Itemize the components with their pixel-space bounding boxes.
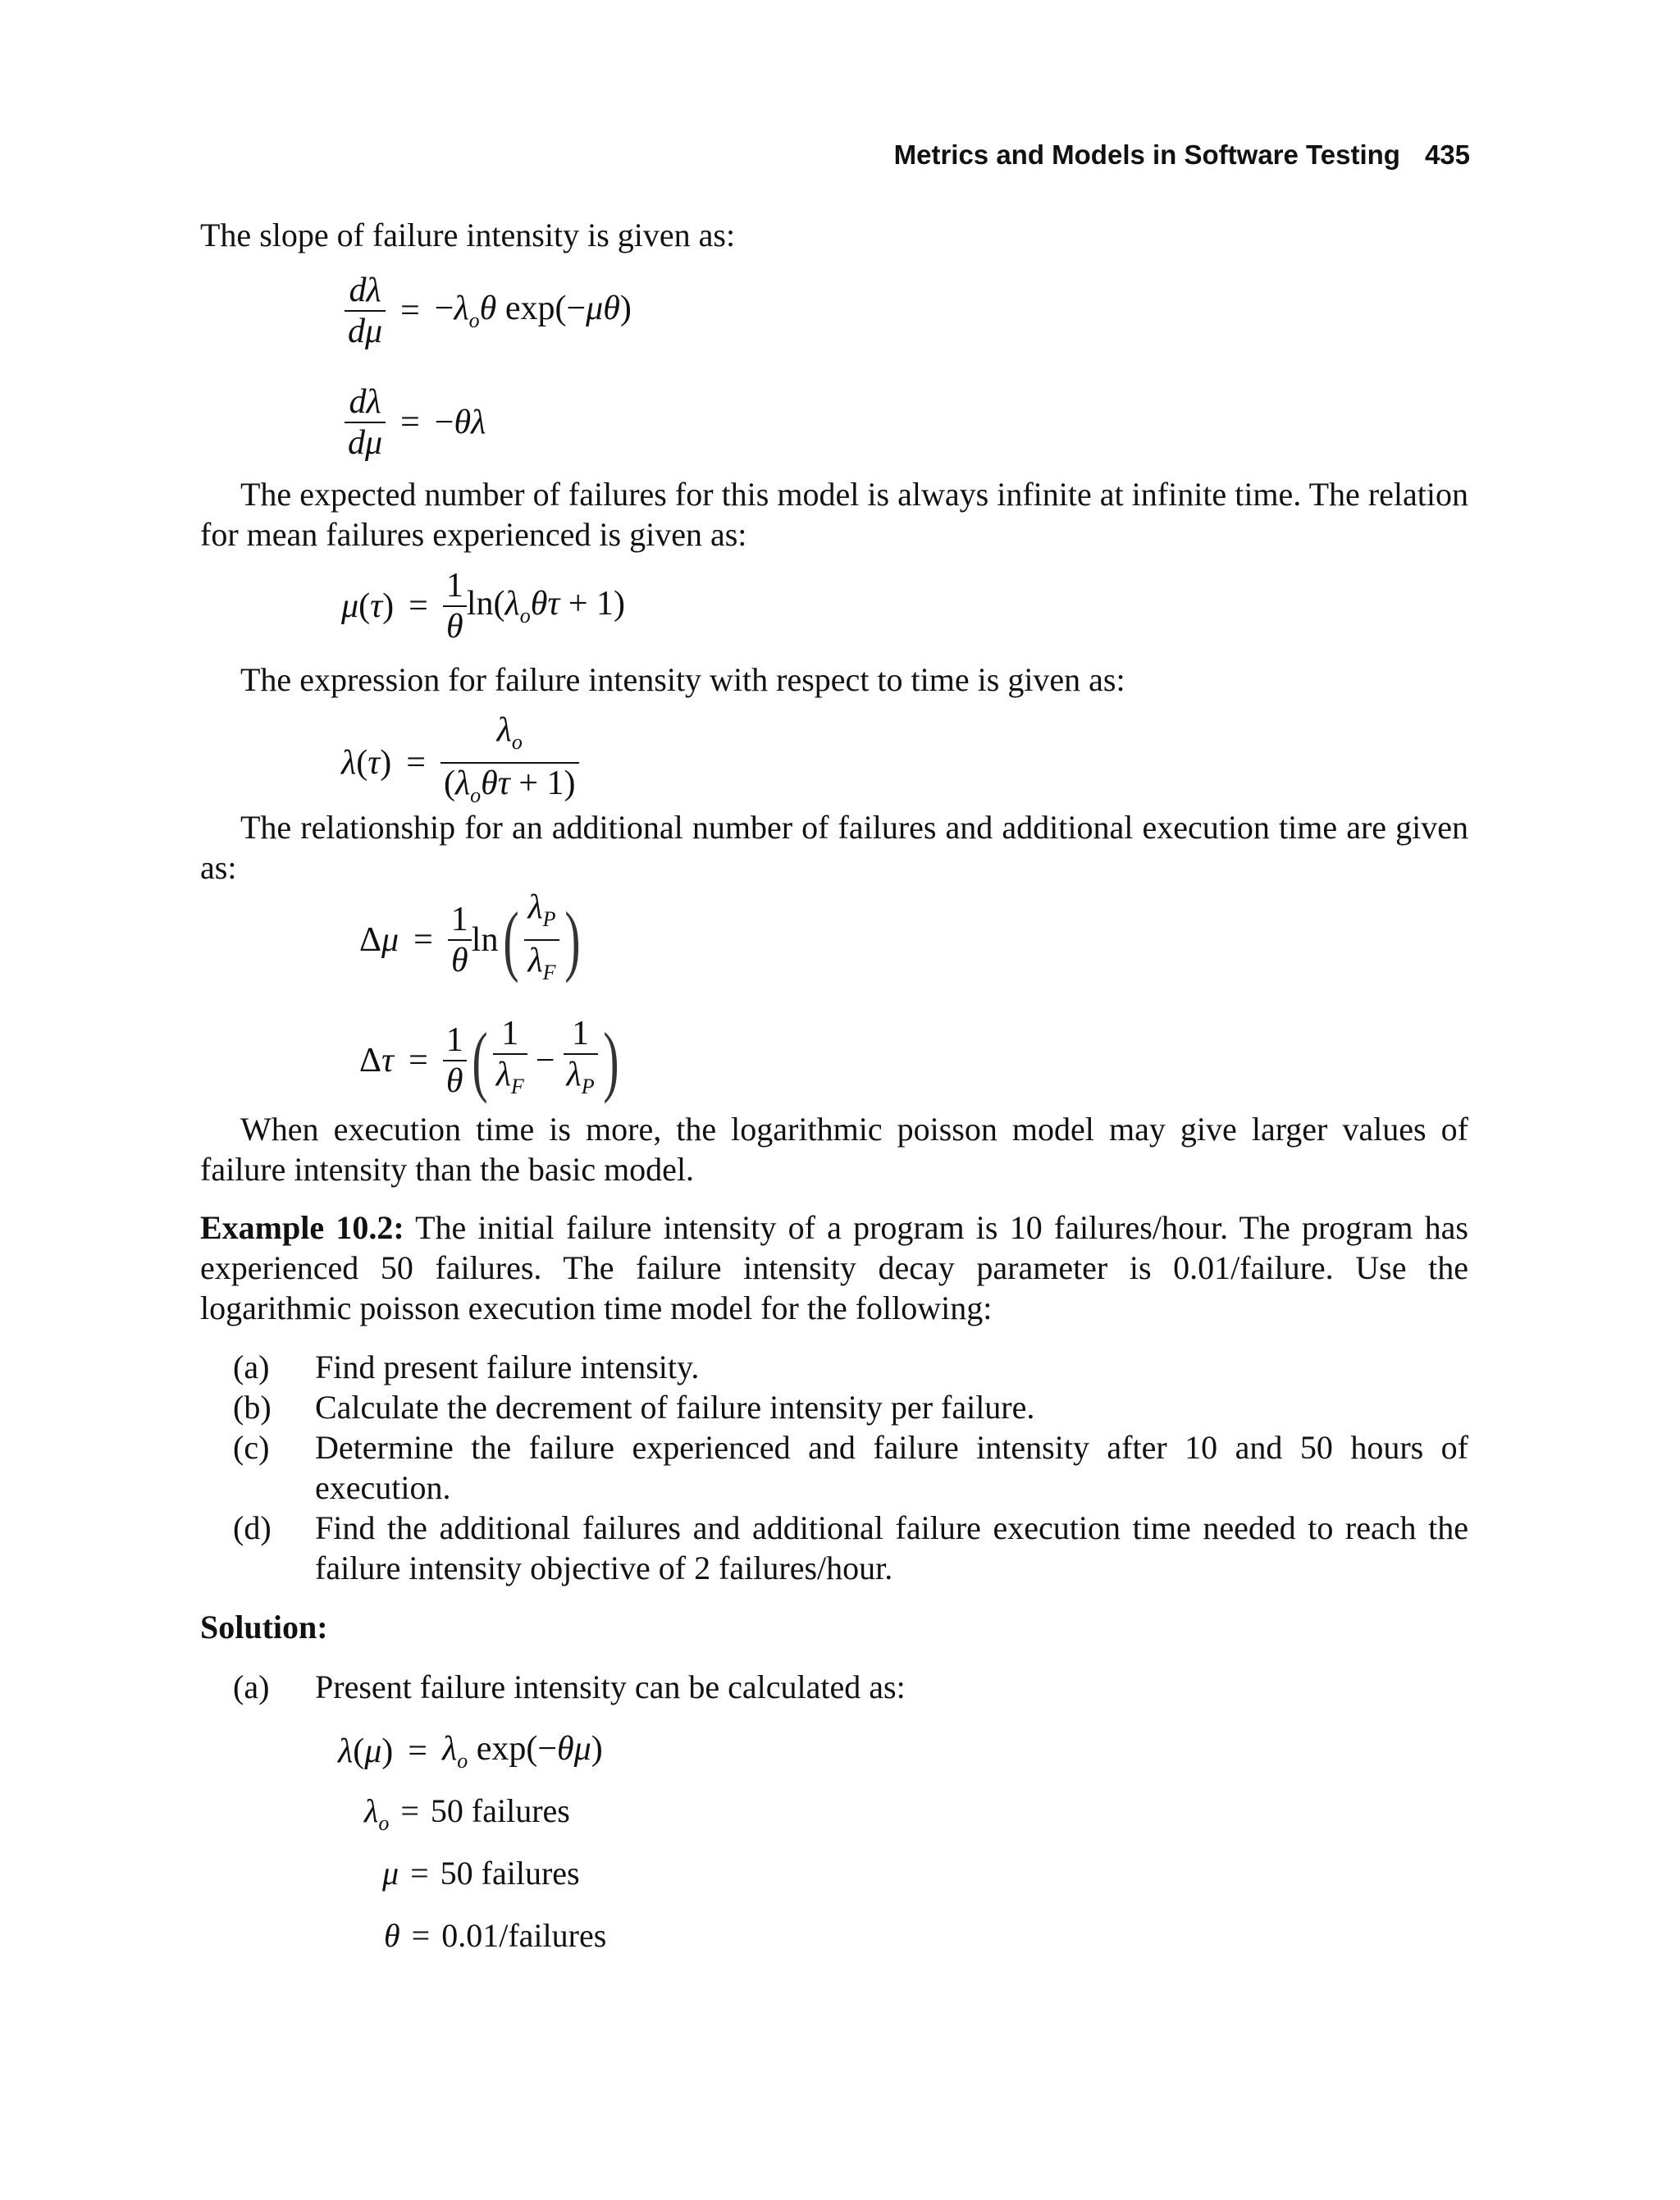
running-header [894, 139, 1470, 171]
fraction-intensity: $\frac{\lambda_o}{(\lambda_o\theta\tau + 1)}$ [441, 710, 579, 815]
list-item-label: (b) [233, 1389, 272, 1426]
solution-part-label: (a) [233, 1668, 270, 1705]
equation-intensity-time: λ(τ) = $\frac{\lambda_o}{(\lambda_o\theta\tau + 1)}$ [341, 710, 579, 815]
list-item-text: Calculate the decrement of failure intensity per failure. [315, 1389, 1035, 1426]
equation-delta-mu: Δμ = $\frac{1}{\theta}$ ln ( $\frac{\lambda_P}{\lambda_F}$ ) [359, 888, 586, 993]
list-item [233, 1508, 1468, 1588]
fraction-one-over-theta: $\frac{1}{\theta}$ [443, 1020, 467, 1101]
equation-delta-tau: Δτ = $\frac{1}{\theta}$ ( $\frac{1}{\lambda_F}$ − $\frac{1}{\lambda_P}$ ) [359, 1014, 624, 1107]
list-item-text: Determine the failure experienced and failure intensity after 10 and 50 hours of execution. [315, 1429, 1468, 1506]
fraction-one-over-lambdaP: $\frac{1}{\lambda_P}$ [564, 1014, 598, 1107]
paragraph-additional: The relationship for an additional number of failures and additional execution time are given as: [200, 809, 1468, 886]
equation-slope-1: $\frac{d\lambda}{d\mu}$ = $-\lambda_o\theta$ exp(−μθ) [345, 271, 632, 351]
example-text: The initial failure intensity of a program is 10 failures/hour. The program has experienced 50 failures. The failure intensity decay parameter is 0.01/failure. Use the logarithmic poisson execution time model for the following: [200, 1209, 1468, 1326]
fraction-dlambda-dmu: $\frac{d\lambda}{d\mu}$ [345, 382, 386, 463]
fraction-dlambda-dmu: $\frac{d\lambda}{d\mu}$ [345, 271, 386, 351]
list-item-text: Find the additional failures and additional failure execution time needed to reach the failure intensity objective of 2 failures/hour. [315, 1509, 1468, 1586]
given-value-lambda0: $\lambda_o = 50$ failures [364, 1792, 570, 1835]
paragraph-comparison: When execution time is more, the logarithmic poisson model may give larger values of failure intensity than the basic model. [200, 1111, 1468, 1188]
solution-part-a [233, 1667, 1468, 1707]
fraction-lambdaP-over-lambdaF: $\frac{\lambda_P}{\lambda_F}$ [524, 888, 559, 993]
example-paragraph [200, 1207, 1468, 1328]
given-value-mu: μ = 50 failures [382, 1855, 580, 1892]
header-title: Metrics and Models in Software Testing [893, 139, 1400, 170]
given-value-text: 0.01/failures [441, 1917, 607, 1954]
equation-mean-failures: μ(τ) = $\frac{1}{\theta}$ $\ln(\lambda_o\theta\tau + 1)$ [341, 567, 626, 646]
fraction-one-over-lambdaF: $\frac{1}{\lambda_F}$ [493, 1014, 527, 1107]
list-item [233, 1427, 1468, 1508]
paragraph-mean-failures: The expected number of failures for this model is always infinite at infinite time. The relation for mean failures experienced is given as: [200, 476, 1468, 553]
list-item [233, 1347, 1468, 1387]
paragraph-slope-intro: The slope of failure intensity is given as: [200, 217, 736, 253]
list-item-label: (a) [233, 1349, 270, 1385]
fraction-one-over-theta: $\frac{1}{\theta}$ [443, 566, 467, 646]
solution-heading: Solution: [200, 1609, 328, 1645]
given-value-text: 50 failures [430, 1792, 570, 1829]
list-item [233, 1387, 1468, 1427]
equation-present-intensity: λ(μ) = $\lambda_o$ exp(−θμ) [338, 1730, 603, 1773]
list-item-label: (d) [233, 1509, 272, 1546]
example-label: Example 10.2: [200, 1209, 404, 1246]
list-item-label: (c) [233, 1429, 270, 1466]
paragraph-intensity-time: The expression for failure intensity with respect to time is given as: [240, 661, 1125, 698]
equation-slope-2: $\frac{d\lambda}{d\mu}$ = −θλ [345, 382, 486, 463]
fraction-one-over-theta: $\frac{1}{\theta}$ [448, 900, 472, 980]
given-value-text: 50 failures [440, 1855, 580, 1892]
solution-part-text: Present failure intensity can be calculated as: [315, 1668, 906, 1705]
list-item-text: Find present failure intensity. [315, 1349, 700, 1385]
page-number: 435 [1424, 139, 1470, 170]
given-value-theta: θ = 0.01/failures [384, 1917, 607, 1954]
